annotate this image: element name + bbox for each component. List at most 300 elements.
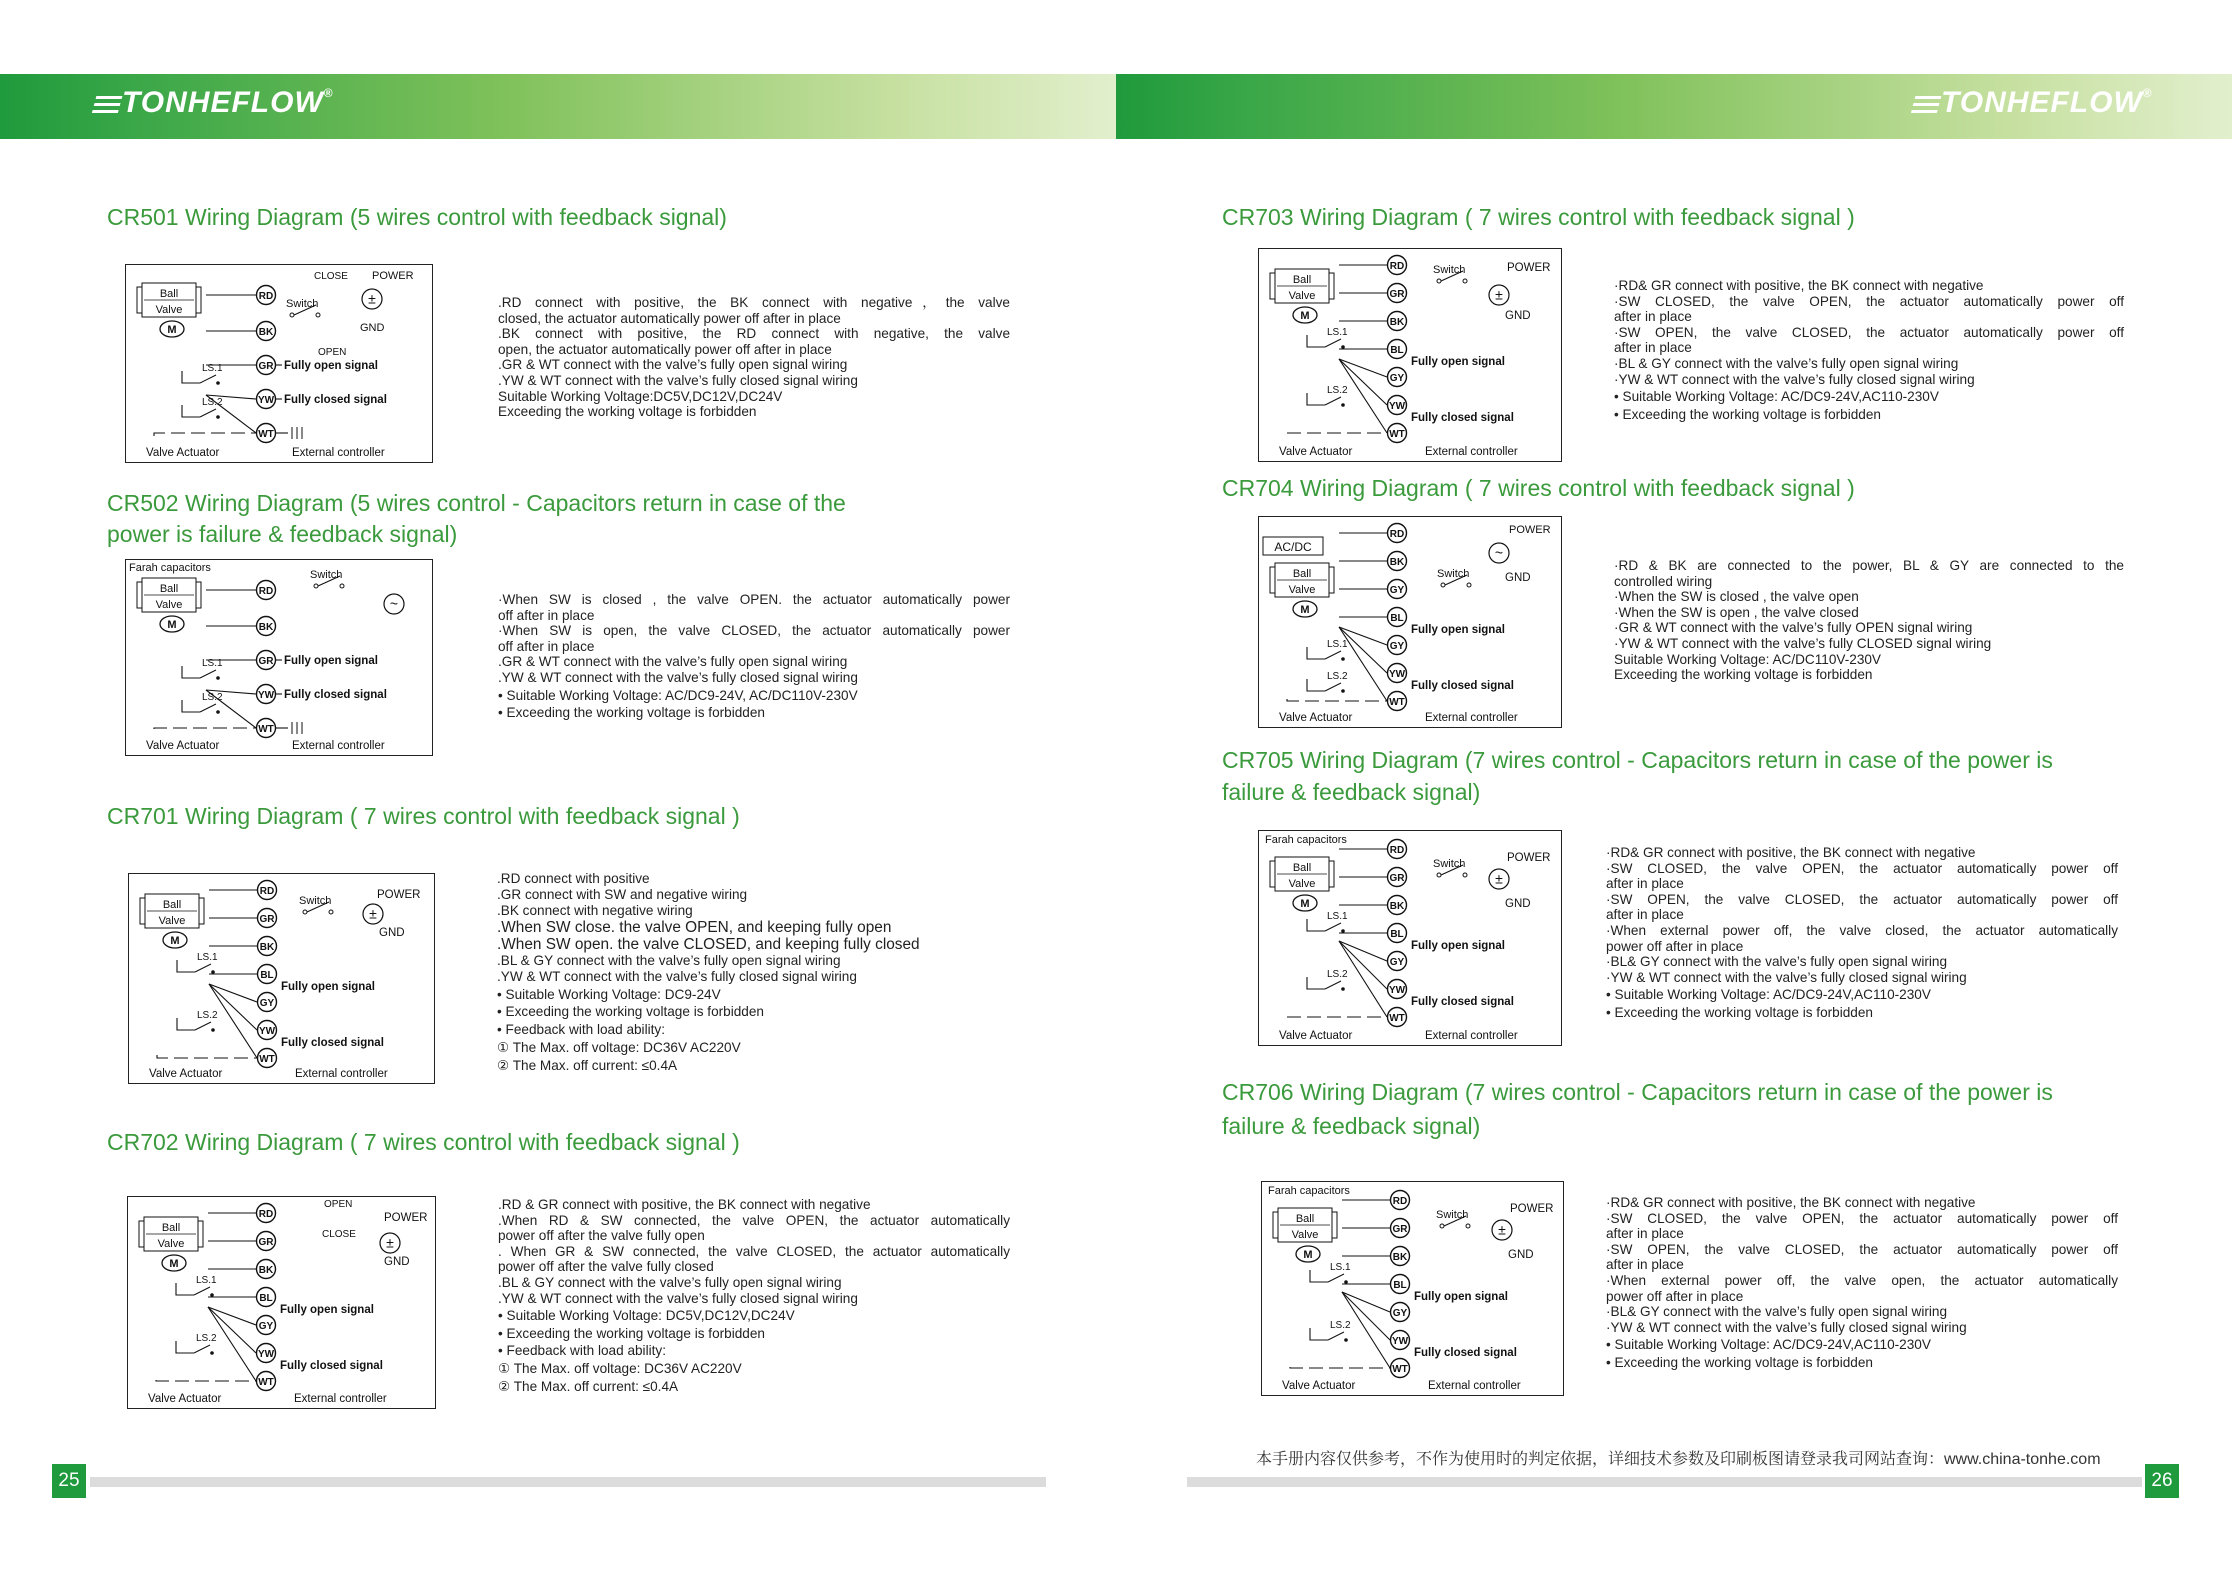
desc-line: after in place — [1606, 1257, 1684, 1273]
desc-line: • Exceeding the working voltage is forbidden — [498, 705, 765, 721]
terminal-label: WT — [1389, 697, 1405, 708]
desc-line: ① The Max. off voltage: DC36V AC220V — [497, 1040, 741, 1056]
switch-label: Switch — [1436, 1209, 1469, 1221]
desc-line: .YW & WT connect with the valve’s fully closed signal wiring — [498, 669, 858, 685]
terminal-label: WT — [1392, 1364, 1408, 1375]
limit-switch-label: LS.1 — [202, 658, 223, 669]
desc-line: open, the actuator automatically power off after in place — [498, 341, 832, 357]
limit-switch-label: LS.1 — [1327, 639, 1348, 650]
cr502-title-line1: CR502 Wiring Diagram (5 wires control - Capacitors return in case of the — [107, 490, 846, 516]
valve-actuator-caption: Valve Actuator — [1279, 712, 1353, 724]
limit-switch-node — [210, 1351, 214, 1355]
switch-label: Switch — [299, 895, 332, 907]
switch-label: Switch — [1437, 568, 1470, 580]
limit-switch-wire — [182, 405, 200, 417]
limit-switch-wire — [182, 666, 200, 678]
wiring-diagram-svg — [1259, 249, 1561, 461]
cr502-description — [498, 592, 1010, 721]
external-controller-caption: External controller — [1428, 1380, 1521, 1392]
limit-switch-node — [216, 676, 220, 680]
wire — [209, 984, 257, 1058]
valve-flange-left — [137, 582, 142, 608]
valve-actuator-caption: Valve Actuator — [1279, 1030, 1353, 1042]
valve-label: Valve — [1288, 584, 1316, 596]
limit-switch-contact — [200, 375, 216, 383]
desc-line: ·SW CLOSED, the valve OPEN, the actuator automatically power off — [1606, 1210, 2118, 1226]
desc-line: • Suitable Working Voltage: AC/DC9-24V,AC110-230V — [1606, 1337, 1931, 1353]
limit-switch-contact — [1325, 923, 1341, 931]
terminal-label: RD — [259, 886, 275, 897]
desc-line: ② The Max. off current: ≤0.4A — [498, 1378, 679, 1394]
terminal-label: BL — [1390, 929, 1404, 940]
limit-switch-node — [1341, 689, 1345, 693]
desc-line: ② The Max. off current: ≤0.4A — [497, 1058, 678, 1074]
acdc-label: AC/DC — [1274, 540, 1312, 554]
desc-line: ·When the SW is open , the valve closed — [1614, 604, 1859, 620]
terminal-label: RD — [1389, 261, 1405, 272]
desc-line: • Suitable Working Voltage: AC/DC9-24V,AC110-230V — [1614, 389, 1939, 405]
wire — [208, 1307, 256, 1353]
external-controller-caption: External controller — [1425, 1030, 1518, 1042]
limit-switch-wire — [1307, 335, 1325, 347]
limit-switch-wire — [1307, 393, 1325, 405]
terminal-label: GR — [259, 914, 275, 925]
terminal-label: GY — [1389, 957, 1405, 968]
terminal-label: GR — [1389, 873, 1405, 884]
desc-line: ·SW CLOSED, the valve OPEN, the actuator automatically power off — [1606, 860, 2118, 876]
cr706-description — [1606, 1195, 2118, 1371]
limit-switch-contact — [194, 1287, 210, 1295]
valve-label: Ball — [161, 1222, 181, 1234]
terminal-label: BK — [258, 1265, 274, 1276]
limit-switch-node — [1341, 987, 1345, 991]
terminal-label: YW — [1388, 401, 1406, 412]
desc-line: .YW & WT connect with the valve’s fully closed signal wiring — [498, 1290, 858, 1306]
motor-label: M — [170, 935, 180, 947]
limit-switch-wire — [176, 1341, 194, 1353]
limit-switch-label: LS.2 — [202, 692, 223, 703]
limit-switch-label: LS.1 — [197, 952, 218, 963]
limit-switch-contact — [1325, 981, 1341, 989]
switch-node — [1466, 1224, 1470, 1228]
valve-label: Valve — [1291, 1229, 1319, 1241]
wire — [1339, 941, 1387, 989]
cr704-description — [1614, 558, 2124, 683]
cr703-description — [1614, 278, 2124, 422]
desc-line: ·RD& GR connect with positive, the BK connect with negative — [1606, 845, 1976, 860]
switch-node — [1437, 279, 1441, 283]
close-label: CLOSE — [314, 271, 348, 282]
limit-switch-wire — [177, 1018, 195, 1030]
desc-line: Exceeding the working voltage is forbidden — [1614, 667, 1873, 683]
desc-line: after in place — [1606, 876, 1684, 892]
valve-flange-left — [140, 898, 145, 924]
limit-switch-node — [1344, 1338, 1348, 1342]
wiring-diagram-svg — [126, 265, 432, 462]
cr701-title: CR701 Wiring Diagram ( 7 wires control with feedback signal ) — [107, 803, 740, 829]
terminal-label: YW — [1388, 669, 1406, 680]
limit-switch-contact — [1325, 651, 1341, 659]
desc-line: .BK connect with positive, the RD connect with negative, the valve — [498, 326, 1010, 342]
footer-disclaimer: 本手册内容仅供参考，不作为使用时的判定依据，详细技术参数及印刷板图请登录我司网站查询：www.china-tonhe.com — [1256, 1451, 2101, 1468]
fully-closed-label: Fully closed signal — [284, 689, 387, 701]
terminal-label: GY — [1392, 1308, 1408, 1319]
terminal-label: BK — [1389, 557, 1405, 568]
desc-line: Suitable Working Voltage: AC/DC110V-230V — [1614, 651, 1882, 667]
terminal-label: BK — [1389, 317, 1405, 328]
limit-switch-contact — [1325, 683, 1341, 691]
desc-line: ·When external power off, the valve open, the actuator automatically — [1606, 1272, 2118, 1288]
desc-line: .When SW close. the valve OPEN, and keeping fully open — [497, 918, 892, 936]
desc-line: Exceeding the working voltage is forbidden — [498, 404, 757, 420]
limit-switch-node — [216, 381, 220, 385]
limit-switch-contact — [1328, 1274, 1344, 1282]
limit-switch-label: LS.1 — [196, 1275, 217, 1286]
valve-flange-left — [137, 287, 142, 313]
switch-label: Switch — [310, 569, 343, 581]
terminal-label: YW — [257, 395, 275, 406]
valve-flange-right — [198, 1221, 203, 1247]
desc-line: power off after the valve fully open — [498, 1228, 705, 1244]
source-symbol: ± — [386, 1234, 394, 1251]
fully-closed-label: Fully closed signal — [281, 1037, 384, 1049]
desc-line: • Exceeding the working voltage is forbidden — [497, 1004, 764, 1020]
valve-flange-right — [1329, 273, 1334, 299]
power-label: POWER — [377, 889, 421, 901]
valve-label: Valve — [155, 599, 183, 611]
switch-node — [340, 584, 344, 588]
switch-node — [303, 910, 307, 914]
terminal-label: BL — [1390, 345, 1404, 356]
wire — [1290, 1367, 1390, 1368]
page-number-left: 25 — [52, 1464, 86, 1498]
terminal-label: YW — [257, 1349, 275, 1360]
source-symbol: ± — [1498, 1221, 1506, 1238]
brand-logo-left: TONHEFLOW® — [94, 86, 334, 120]
valve-flange-left — [1270, 861, 1275, 887]
limit-switch-contact — [1325, 339, 1341, 347]
terminal-label: GY — [259, 998, 275, 1009]
limit-switch-contact — [200, 704, 216, 712]
switch-label: Switch — [1433, 264, 1466, 276]
desc-line: Suitable Working Voltage:DC5V,DC12V,DC24V — [498, 388, 783, 404]
motor-label: M — [1300, 604, 1310, 616]
terminal-label: GR — [258, 361, 274, 372]
brand-logo-right: TONHEFLOW® — [1913, 86, 2153, 120]
fully-closed-label: Fully closed signal — [1411, 680, 1514, 692]
terminal-label: BK — [1389, 901, 1405, 912]
desc-line: ① The Max. off voltage: DC36V AC220V — [498, 1360, 742, 1376]
desc-line: ·When SW is closed , the valve OPEN. the actuator automatically power — [498, 592, 1010, 607]
terminal-label: GY — [1389, 373, 1405, 384]
valve-flange-right — [199, 898, 204, 924]
limit-switch-label: LS.2 — [1327, 671, 1348, 682]
terminal-label: YW — [258, 1026, 276, 1037]
cr705-title-line2: failure & feedback signal) — [1222, 779, 1481, 805]
desc-line: .RD & GR connect with positive, the BK connect with negative — [498, 1197, 871, 1212]
desc-line: off after in place — [498, 638, 595, 654]
external-controller-caption: External controller — [292, 447, 385, 459]
switch-node — [314, 584, 318, 588]
wire — [156, 1380, 256, 1381]
limit-switch-wire — [177, 960, 195, 972]
external-controller-caption: External controller — [292, 740, 385, 752]
desc-line: .When RD & SW connected, the valve OPEN, the actuator automatically — [498, 1212, 1010, 1228]
wire — [154, 728, 256, 729]
limit-switch-node — [1341, 403, 1345, 407]
desc-line: ·RD& GR connect with positive, the BK connect with negative — [1606, 1195, 1976, 1210]
fully-open-label: Fully open signal — [1411, 356, 1505, 368]
valve-actuator-caption: Valve Actuator — [149, 1068, 223, 1080]
external-controller-caption: External controller — [295, 1068, 388, 1080]
source-symbol: ~ — [389, 595, 399, 612]
desc-line: • Exceeding the working voltage is forbidden — [1606, 1354, 1873, 1370]
gnd-label: GND — [379, 927, 405, 939]
desc-line: • Suitable Working Voltage: AC/DC9-24V,AC110-230V — [1606, 987, 1931, 1003]
terminal-label: BK — [259, 942, 275, 953]
cr702-wiring-diagram — [127, 1196, 436, 1409]
limit-switch-wire — [176, 1283, 194, 1295]
cr706-wiring-diagram — [1261, 1181, 1564, 1396]
valve-label: Ball — [1292, 862, 1312, 874]
valve-label: Valve — [158, 915, 186, 927]
terminal-label: BK — [258, 327, 274, 338]
desc-line: ·YW & WT connect with the valve’s fully closed signal wiring — [1606, 969, 1967, 985]
fully-open-label: Fully open signal — [280, 1304, 374, 1316]
motor-label: M — [1300, 898, 1310, 910]
terminal-label: GR — [1392, 1224, 1408, 1235]
limit-switch-node — [216, 415, 220, 419]
source-symbol: ± — [369, 905, 377, 922]
switch-node — [1437, 873, 1441, 877]
wiring-diagram-svg — [128, 1197, 435, 1408]
power-label: POWER — [1507, 262, 1551, 274]
terminal-label: RD — [1389, 529, 1405, 540]
gnd-label: GND — [384, 1256, 410, 1268]
terminal-label: WT — [259, 1054, 275, 1065]
switch-label: Switch — [286, 298, 319, 310]
cr706-title-line2: failure & feedback signal) — [1222, 1113, 1481, 1139]
valve-label: Valve — [157, 1238, 185, 1250]
external-controller-caption: External controller — [1425, 712, 1518, 724]
wire — [209, 984, 257, 1002]
terminal-label: WT — [258, 429, 274, 440]
switch-node — [1440, 1224, 1444, 1228]
limit-switch-label: LS.2 — [1330, 1320, 1351, 1331]
desc-line: ·BL& GY connect with the valve’s fully open signal wiring — [1606, 1304, 1948, 1320]
external-controller-caption: External controller — [1425, 446, 1518, 458]
valve-actuator-caption: Valve Actuator — [146, 447, 220, 459]
limit-switch-contact — [200, 409, 216, 417]
gnd-label: GND — [1508, 1249, 1534, 1261]
motor-label: M — [167, 619, 177, 631]
switch-label: Switch — [1433, 858, 1466, 870]
power-label: POWER — [1510, 1203, 1554, 1215]
desc-line: power off after in place — [1606, 938, 1744, 954]
limit-switch-node — [210, 1293, 214, 1297]
gnd-label: GND — [360, 322, 385, 334]
close-label: CLOSE — [322, 1229, 356, 1240]
fully-open-label: Fully open signal — [1411, 940, 1505, 952]
desc-line: .GR connect with SW and negative wiring — [497, 886, 748, 902]
desc-line: ·When external power off, the valve closed, the actuator automatically — [1606, 922, 2118, 938]
terminal-label: YW — [1388, 985, 1406, 996]
valve-label: Ball — [159, 288, 179, 300]
switch-node — [1441, 583, 1445, 587]
cr501-title: CR501 Wiring Diagram (5 wires control with feedback signal) — [107, 204, 727, 230]
desc-line: ·RD & BK are connected to the power, BL & GY are connected to the — [1614, 558, 2124, 573]
footer-bar-left — [90, 1477, 1046, 1487]
fully-closed-label: Fully closed signal — [1411, 996, 1514, 1008]
wiring-diagram-svg — [129, 874, 434, 1083]
valve-flange-left — [139, 1221, 144, 1247]
limit-switch-contact — [200, 670, 216, 678]
valve-actuator-caption: Valve Actuator — [146, 740, 220, 752]
limit-switch-label: LS.2 — [202, 397, 223, 408]
cr501-description — [498, 295, 1010, 420]
limit-switch-node — [1341, 345, 1345, 349]
external-controller-caption: External controller — [294, 1393, 387, 1405]
terminal-label: BL — [260, 970, 274, 981]
limit-switch-wire — [1310, 1328, 1328, 1340]
cr705-description — [1606, 845, 2118, 1021]
desc-line: • Exceeding the working voltage is forbidden — [1614, 406, 1881, 422]
fully-open-label: Fully open signal — [281, 981, 375, 993]
limit-switch-label: LS.1 — [1330, 1262, 1351, 1273]
wire — [154, 433, 256, 436]
desc-line: closed, the actuator automatically power off after in place — [498, 310, 841, 326]
valve-label: Valve — [1288, 878, 1316, 890]
page-number-right: 26 — [2145, 1464, 2179, 1498]
valve-flange-right — [1329, 861, 1334, 887]
limit-switch-label: LS.1 — [1327, 327, 1348, 338]
terminal-label: GY — [1389, 641, 1405, 652]
desc-line: power off after in place — [1606, 1288, 1744, 1304]
logo-stripes-icon — [1911, 96, 1942, 114]
wire — [1339, 359, 1387, 433]
limit-switch-contact — [1325, 397, 1341, 405]
fully-closed-label: Fully closed signal — [284, 394, 387, 406]
terminal-label: BK — [258, 622, 274, 633]
valve-label: Ball — [159, 583, 179, 595]
cr703-wiring-diagram — [1258, 248, 1562, 462]
farah-capacitors-label: Farah capacitors — [1265, 834, 1347, 846]
desc-line: .RD connect with positive, the BK connect with negative，the valve — [498, 295, 1010, 310]
limit-switch-wire — [1307, 647, 1325, 659]
power-label: POWER — [384, 1212, 428, 1224]
valve-label: Ball — [1292, 568, 1312, 580]
terminal-label: WT — [258, 724, 274, 735]
desc-line: ·When the SW is closed , the valve open — [1614, 589, 1859, 605]
limit-switch-node — [216, 710, 220, 714]
limit-switch-contact — [195, 1022, 211, 1030]
terminal-label: GR — [258, 656, 274, 667]
desc-line: .GR & WT connect with the valve’s fully open signal wiring — [498, 654, 848, 670]
desc-line: . When GR & SW connected, the valve CLOSED, the actuator automatically — [498, 1243, 1010, 1259]
motor-label: M — [1300, 310, 1310, 322]
limit-switch-label: LS.2 — [196, 1333, 217, 1344]
terminal-label: YW — [257, 690, 275, 701]
gnd-label: GND — [1505, 310, 1531, 322]
switch-node — [316, 313, 320, 317]
desc-line: .GR & WT connect with the valve’s fully open signal wiring — [498, 357, 848, 373]
cr502-title-line2: power is failure & feedback signal) — [107, 521, 458, 547]
desc-line: ·SW OPEN, the valve CLOSED, the actuator automatically power off — [1606, 891, 2118, 907]
limit-switch-label: LS.2 — [1327, 385, 1348, 396]
source-symbol: ~ — [1494, 544, 1504, 561]
source-symbol: ± — [1495, 286, 1503, 303]
desc-line: ·BL& GY connect with the valve’s fully open signal wiring — [1606, 954, 1948, 970]
terminal-label: BK — [1392, 1252, 1408, 1263]
wiring-diagram-svg — [1262, 1182, 1563, 1395]
fully-open-label: Fully open signal — [1414, 1291, 1508, 1303]
limit-switch-node — [1341, 929, 1345, 933]
desc-line: • Feedback with load ability: — [497, 1022, 665, 1038]
limit-switch-contact — [195, 964, 211, 972]
gnd-label: GND — [1505, 572, 1531, 584]
terminal-label: BL — [1390, 613, 1404, 624]
open-label: OPEN — [324, 1199, 353, 1210]
valve-flange-right — [1329, 567, 1334, 593]
desc-line: .BL & GY connect with the valve’s fully open signal wiring — [498, 1274, 842, 1290]
limit-switch-wire — [182, 371, 200, 383]
fully-open-label: Fully open signal — [284, 655, 378, 667]
desc-line: power off after the valve fully closed — [498, 1259, 714, 1275]
desc-line: after in place — [1606, 1226, 1684, 1242]
wire — [1339, 359, 1387, 377]
terminal-label: RD — [258, 1209, 274, 1220]
terminal-label: YW — [1391, 1336, 1409, 1347]
wire — [1342, 1292, 1390, 1340]
desc-line: after in place — [1606, 907, 1684, 923]
valve-label: Ball — [162, 899, 182, 911]
cr502-wiring-diagram — [125, 559, 433, 756]
desc-line: ·SW OPEN, the valve CLOSED, the actuator automatically power off — [1606, 1241, 2118, 1257]
fully-closed-label: Fully closed signal — [280, 1360, 383, 1372]
source-symbol: ± — [368, 290, 376, 307]
terminal-label: RD — [1389, 845, 1405, 856]
valve-label: Ball — [1292, 274, 1312, 286]
valve-label: Ball — [1295, 1213, 1315, 1225]
source-symbol: ± — [1495, 870, 1503, 887]
terminal-label: WT — [258, 1377, 274, 1388]
desc-line: .BL & GY connect with the valve’s fully open signal wiring — [497, 952, 841, 968]
desc-line: .BK connect with negative wiring — [497, 902, 693, 918]
valve-flange-right — [1332, 1212, 1337, 1238]
valve-flange-left — [1273, 1212, 1278, 1238]
cr703-title: CR703 Wiring Diagram ( 7 wires control with feedback signal ) — [1222, 204, 1855, 230]
terminal-label: GY — [1389, 585, 1405, 596]
cr501-wiring-diagram — [125, 264, 433, 463]
cr704-wiring-diagram — [1258, 516, 1562, 728]
desc-line: .RD connect with positive — [497, 871, 650, 886]
power-label: POWER — [372, 270, 414, 282]
cr706-title-line1: CR706 Wiring Diagram (7 wires control - Capacitors return in case of the power is — [1222, 1079, 2053, 1105]
terminal-label: BL — [259, 1293, 273, 1304]
desc-line: .YW & WT connect with the valve’s fully closed signal wiring — [498, 372, 858, 388]
cr701-wiring-diagram — [128, 873, 435, 1084]
desc-line: ·BL & GY connect with the valve’s fully open signal wiring — [1614, 355, 1959, 371]
limit-switch-label: LS.2 — [197, 1010, 218, 1021]
valve-actuator-caption: Valve Actuator — [148, 1393, 222, 1405]
farah-capacitors-label: Farah capacitors — [1268, 1185, 1350, 1197]
limit-switch-node — [211, 1028, 215, 1032]
wire — [1339, 359, 1387, 405]
terminal-label: RD — [1392, 1196, 1408, 1207]
desc-line: .When SW open. the valve CLOSED, and keeping fully closed — [497, 935, 920, 953]
desc-line: • Suitable Working Voltage: AC/DC9-24V, AC/DC110V-230V — [498, 687, 858, 703]
limit-switch-label: LS.1 — [202, 363, 223, 374]
